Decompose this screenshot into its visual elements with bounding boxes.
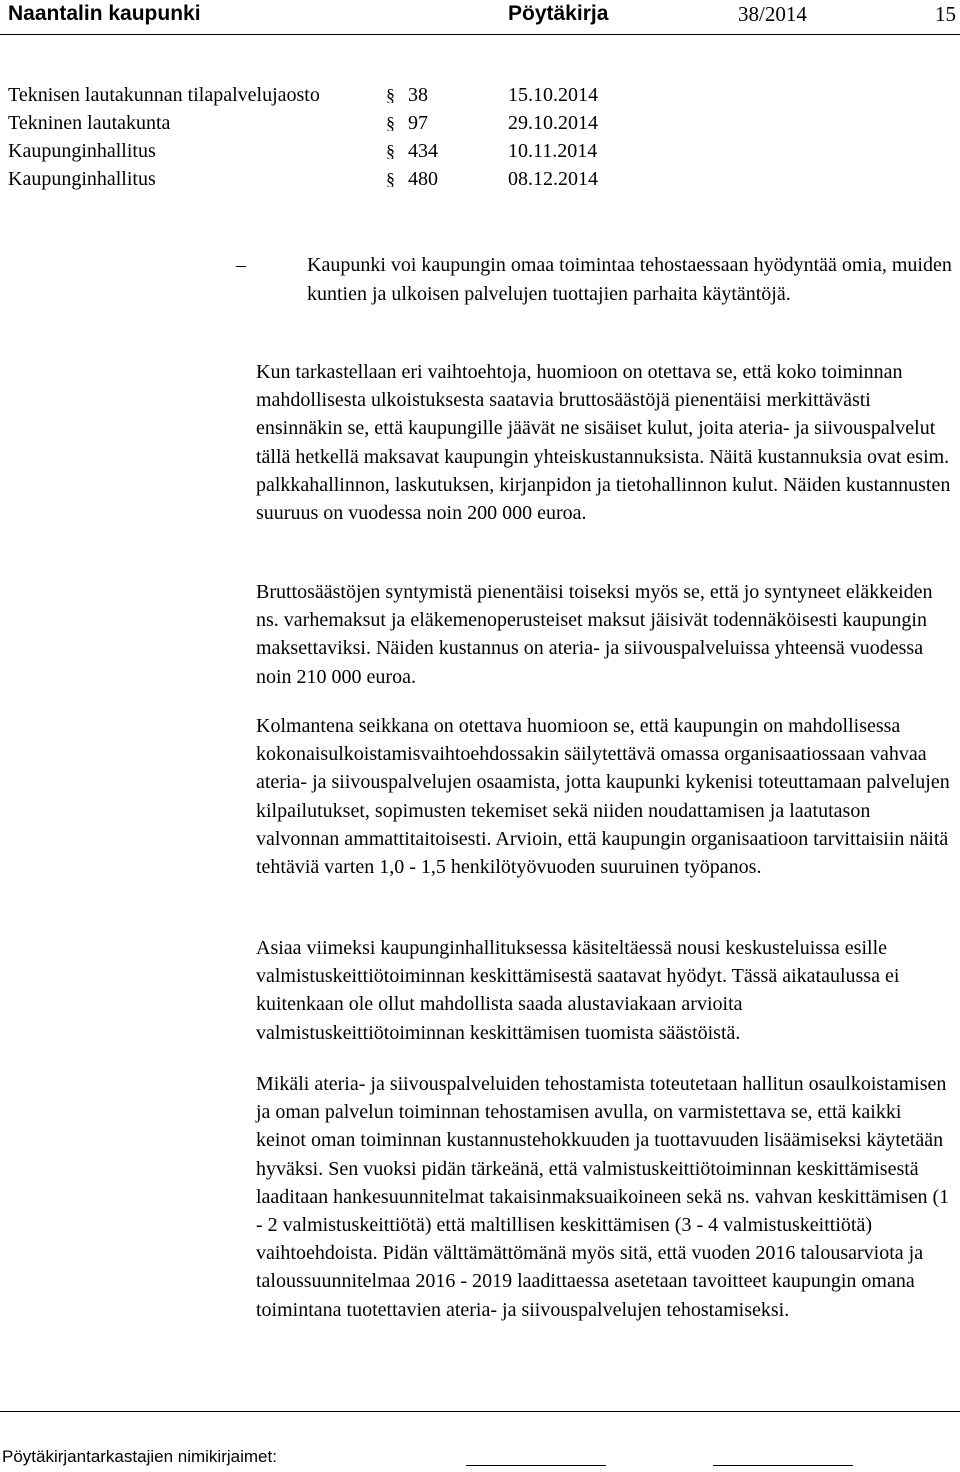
document-number: 38/2014 <box>738 2 807 26</box>
svg-text:§: § <box>386 87 395 103</box>
meeting-body: Tekninen lautakunta <box>8 112 171 134</box>
meeting-references <box>8 81 708 193</box>
municipality-name: Naantalin kaupunki <box>8 2 201 25</box>
meeting-body: Kaupunginhallitus <box>8 140 156 162</box>
section-number: 480 <box>408 168 438 190</box>
meeting-body: Teknisen lautakunnan tilapalvelujaosto <box>8 84 320 106</box>
section-sign-icon <box>386 87 400 103</box>
page-number: 15 <box>935 2 956 26</box>
initials-line <box>466 1465 606 1466</box>
initials-line <box>713 1465 853 1466</box>
svg-text:§: § <box>386 143 395 159</box>
body-paragraph: Kolmantena seikkana on otettava huomioon se, että kaupungin on mahdollisessa kokonaisulkoistamisvaihtoehdossakin säilytettävä omassa organisaatiossaan vahvaa ateria- ja siivouspalvelujen osaamista, jotta kaupunki kykenisi toteuttamaan palvelujen kilpailutukset, sopimusten tekemiset sekä niiden noudattamisen ja laatutason valvonnan ammattitaitoisesti. Arvioin, että kaupungin organisaatioon tarvittaisiin näitä tehtäviä varten 1,0 - 1,5 henkilötyövuoden suuruinen työpanos. <box>256 715 950 879</box>
meeting-date: 08.12.2014 <box>508 168 598 190</box>
inspectors-initials-label: Pöytäkirjantarkastajien nimikirjaimet: <box>2 1447 277 1466</box>
section-sign-icon <box>386 171 400 187</box>
header-divider <box>0 34 960 35</box>
svg-text:§: § <box>386 115 395 131</box>
page-header <box>0 0 960 34</box>
section-number: 38 <box>408 84 428 106</box>
svg-text:§: § <box>386 171 395 187</box>
section-number: 434 <box>408 140 438 162</box>
meeting-date: 29.10.2014 <box>508 112 598 134</box>
meeting-date: 15.10.2014 <box>508 84 598 106</box>
meeting-row <box>8 137 708 165</box>
body-paragraph: Asiaa viimeksi kaupunginhallituksessa käsiteltäessä nousi keskusteluissa esille valmistuskeittiötoiminnan keskittämisestä saatavat hyödyt. Tässä aikataulussa ei kuitenkaan ole ollut mahdollista saada alustaviakaan arvioita valmistuskeittiötoiminnan keskittämisen tuomista säästöistä. <box>256 937 900 1044</box>
body-paragraph: Mikäli ateria- ja siivouspalveluiden tehostamista toteutetaan hallitun osaulkoistamisen ja oman palvelun toiminnan tehostamisen avulla, on varmistettava se, että kaikki keinot oman toiminnan kustannustehokkuuden ja tuottavuuden lisäämiseksi käytetään hyväksi. Sen vuoksi pidän tärkeänä, että valmistuskeittiötoiminnan keskittämisestä laaditaan hankesuunnitelmat takaisinmaksuaikoineen sekä ns. vahvan keskittämisen (1 - 2 valmistuskeittiötä) että maltillisen keskittämisen (3 - 4 valmistuskeittiötä) vaihtoehdoista. Pidän välttämättömänä myös sitä, että vuoden 2016 talousarviota ja taloussuunnitelmaa 2016 - 2019 laadittaessa asetetaan tavoitteet kaupungin omana toimintana tuotettavien ateria- ja siivouspalvelujen tehostamiseksi. <box>256 1073 950 1321</box>
bullet-dash: – <box>236 254 246 276</box>
meeting-row <box>8 165 708 193</box>
body-paragraph: Bruttosäästöjen syntymistä pienentäisi toiseksi myös se, että jo syntyneet eläkkeiden ns. varhemaksut ja eläkemenoperusteiset maksut jäisivät todennäköisesti kaupungin maksettaviksi. Näiden kustannus on ateria- ja siivouspalveluissa yhteensä vuodessa noin 210 000 euroa. <box>256 581 933 688</box>
body-paragraph: Kun tarkastellaan eri vaihtoehtoja, huomioon on otettava se, että koko toiminnan mahdollisesta ulkoistuksesta saatavia bruttosäästöjä pienentäisi merkittävästi ensinnäkin se, että kaupungille jäävät ne sisäiset kulut, joita ateria- ja siivouspalvelut tällä hetkellä maksavat kaupungin yhteiskustannuksista. Näitä kustannuksia ovat esim. palkkahallinnon, laskutuksen, kirjanpidon ja tietohallinnon kulut. Näiden kustannusten suuruus on vuodessa noin 200 000 euroa. <box>256 361 951 525</box>
section-sign-icon <box>386 143 400 159</box>
bullet-text: Kaupunki voi kaupungin omaa toimintaa tehostaessaan hyödyntää omia, muiden kuntien ja ulkoisen palvelujen tuottajien parhaita käytäntöjä. <box>307 254 952 305</box>
footer-divider <box>0 1411 960 1412</box>
document-type: Pöytäkirja <box>508 2 609 25</box>
meeting-date: 10.11.2014 <box>508 140 598 162</box>
section-sign-icon <box>386 115 400 131</box>
meeting-row <box>8 81 708 109</box>
meeting-body: Kaupunginhallitus <box>8 168 156 190</box>
meeting-row <box>8 109 708 137</box>
section-number: 97 <box>408 112 428 134</box>
